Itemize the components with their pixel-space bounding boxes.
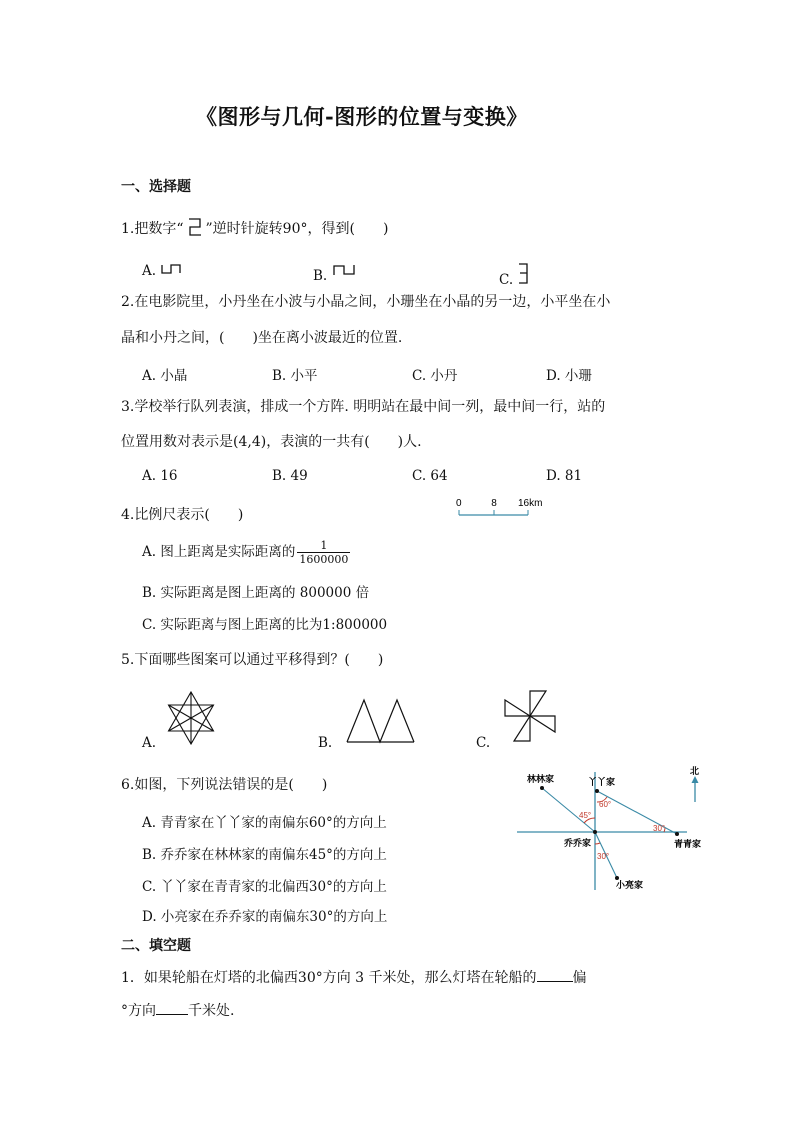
yaya-label: 丫丫家 [588, 777, 616, 787]
scale-label-0: 0 [456, 498, 462, 509]
scale-label-16km: 16km [518, 498, 543, 509]
scale-bar [448, 494, 558, 522]
angle-label-60: 60° [599, 800, 612, 809]
scale-label-8: 8 [491, 498, 497, 509]
q2-option-c[interactable]: C. 小丹 [412, 368, 458, 384]
q6-option-a[interactable]: A. 青青家在丫丫家的南偏东60°的方向上 [142, 815, 387, 831]
rotated-figure-a [160, 262, 186, 276]
qingqing-label: 青青家 [674, 839, 702, 849]
q1-option-c[interactable]: C. [499, 262, 531, 288]
q3-option-c[interactable]: C. 64 [412, 468, 448, 484]
north-label: 北 [690, 766, 700, 776]
q2-option-d[interactable]: D. 小珊 [546, 368, 592, 384]
linlin-label: 林林家 [527, 774, 555, 784]
question-2-line-2: 晶和小丹之间，( )坐在离小波最近的位置. [121, 330, 403, 346]
q2-option-a[interactable]: A. 小晶 [142, 368, 188, 384]
answer-blank-direction[interactable] [537, 981, 573, 982]
q3-option-d[interactable]: D. 81 [546, 468, 583, 484]
q5-option-c[interactable]: C. [476, 735, 491, 751]
q5-option-a[interactable]: A. [142, 735, 157, 751]
question-1-stem-pre: 1.把数字“ [121, 221, 184, 237]
point-qingqing [675, 832, 679, 836]
section-heading-fill: 二、填空题 [121, 938, 191, 954]
q1-option-a[interactable]: A. [142, 262, 186, 279]
pinwheel-figure [502, 688, 558, 744]
angle-arc-30-bottom [595, 843, 600, 844]
q6-option-d[interactable]: D. 小亮家在乔乔家的南偏东30°的方向上 [142, 909, 388, 925]
direction-map [512, 760, 718, 896]
question-2-line-1: 2.在电影院里，小丹坐在小波与小晶之间，小珊坐在小晶的另一边，小平坐在小 [121, 294, 611, 310]
fraction-numerator: 1 [297, 539, 350, 553]
q1-option-b[interactable]: B. [313, 262, 362, 284]
question-3-line-2: 位置用数对表示是(4,4)，表演的一共有( )人. [121, 434, 422, 450]
q3-option-b[interactable]: B. 49 [272, 468, 308, 484]
question-1 [121, 216, 388, 238]
qiaoqiao-label: 乔乔家 [564, 838, 592, 848]
angle-label-30-right: 30° [653, 824, 666, 833]
question-6-stem: 6.如图，下列说法错误的是( ) [121, 777, 328, 793]
point-yaya [595, 789, 599, 793]
answer-blank-distance[interactable] [156, 1014, 188, 1015]
q4-option-c[interactable]: C. 实际距离与图上距离的比为1:800000 [142, 617, 388, 633]
point-linlin [540, 786, 544, 790]
section-heading-choice: 一、选择题 [121, 179, 191, 195]
question-4-stem: 4.比例尺表示( ) [121, 507, 244, 523]
q6-option-b[interactable]: B. 乔乔家在林林家的南偏东45°的方向上 [142, 847, 387, 863]
fill-question-1-line-2: °方向 千米处. [121, 1003, 235, 1019]
angle-label-45: 45° [579, 811, 592, 820]
angle-label-30-bottom: 30° [597, 852, 610, 861]
q4-option-b[interactable]: B. 实际距离是图上距离的 800000 倍 [142, 585, 370, 601]
question-5-stem: 5.下面哪些图案可以通过平移得到？( ) [121, 652, 384, 668]
xiaoliang-label: 小亮家 [616, 880, 644, 890]
q3-option-a[interactable]: A. 16 [142, 468, 178, 484]
rotated-figure-c [517, 262, 531, 286]
north-arrowhead [692, 776, 699, 783]
page-title: 《图形与几何-图形的位置与变换》 [196, 104, 528, 129]
digit-2-figure [186, 216, 204, 238]
q4-option-a[interactable]: A. 图上距离是实际距离的 $\frac{1}{1600000}$ [142, 539, 349, 566]
q6-option-c[interactable]: C. 丫丫家在青青家的北偏西30°的方向上 [142, 879, 387, 895]
twin-triangle-figure [344, 696, 418, 746]
q2-option-b[interactable]: B. 小平 [272, 368, 318, 384]
fraction-denominator: 1600000 [299, 553, 349, 566]
line-linlin-to-qiaoqiao [542, 788, 595, 832]
fill-question-1-line-1: 1．如果轮船在灯塔的北偏西30°方向 3 千米处，那么灯塔在轮船的 偏 [121, 970, 587, 986]
question-3-line-1: 3.学校举行队列表演，排成一个方阵. 明明站在最中间一列，最中间一行，站的 [121, 399, 606, 415]
fraction [297, 539, 350, 566]
point-qiaoqiao [593, 830, 597, 834]
q5-option-b[interactable]: B. [318, 735, 333, 751]
six-rhombus-star-figure [163, 690, 219, 746]
question-1-stem-post: ”逆时针旋转90°，得到( ) [205, 221, 389, 237]
rotated-figure-b [332, 262, 362, 278]
